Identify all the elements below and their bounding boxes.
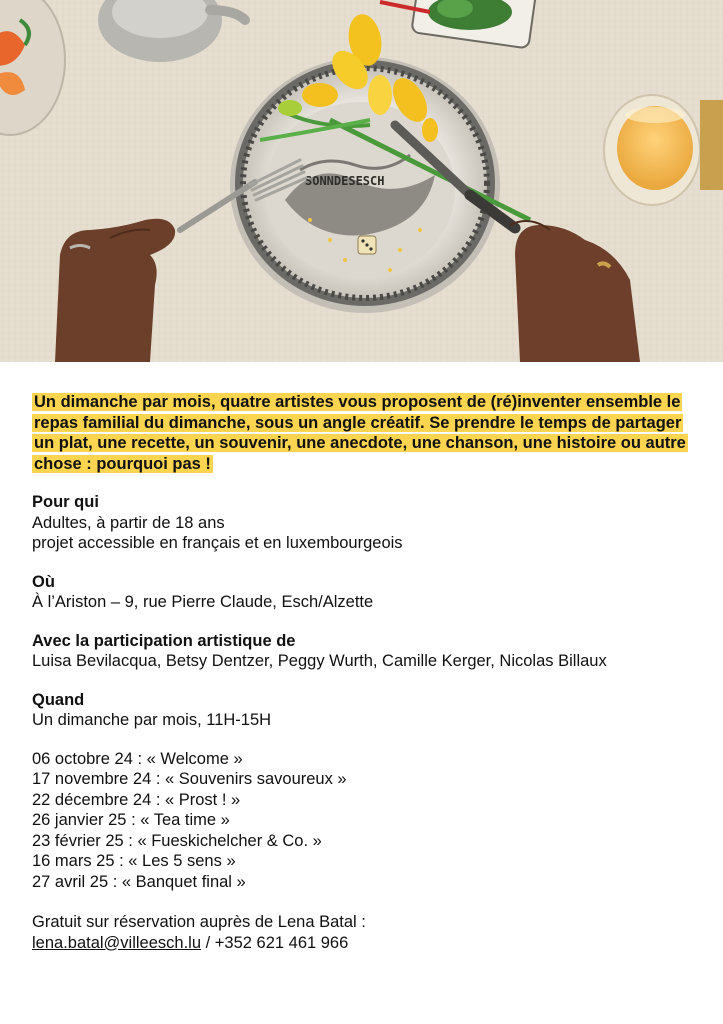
hero-photo	[0, 0, 723, 362]
date-item: 16 mars 25 : « Les 5 sens »	[32, 852, 236, 870]
section-ou	[32, 572, 692, 613]
date-item: 27 avril 25 : « Banquet final »	[32, 872, 246, 891]
heading-participation: Avec la participation artistique de	[32, 631, 296, 650]
plate-letters: SONNDESESCH	[305, 174, 385, 188]
heading-quand: Quand	[32, 690, 85, 709]
audience-age: Adultes, à partir de 18 ans	[32, 513, 225, 532]
date-item: 06 octobre 24 : « Welcome »	[32, 749, 243, 768]
audience-language: projet accessible en français et en luxembourgeois	[32, 534, 403, 552]
section-quand	[32, 690, 692, 731]
juice-glass	[604, 95, 700, 205]
contact-separator: /	[201, 933, 215, 952]
section-participation	[32, 631, 692, 672]
contact-info	[32, 912, 692, 953]
heading-pour-qui: Pour qui	[32, 493, 99, 511]
heading-ou: Où	[32, 572, 55, 591]
date-item: 22 décembre 24 : « Prost ! »	[32, 790, 241, 809]
phone-number: +352 621 461 966	[214, 933, 349, 952]
dates-list	[32, 749, 692, 893]
reservation-text: Gratuit sur réservation auprès de Lena Batal :	[32, 913, 366, 931]
intro-text: Un dimanche par mois, quatre artistes vous proposent de (ré)inventer ensemble le repas familial du dimanche, sous un angle créatif. Se prendre le temps de partager un plat, une recette, un souvenir, une anecdote, une chanson, une histoire ou autre chose : pourquoi pas !	[34, 393, 686, 473]
table-scene-illustration	[0, 0, 723, 362]
schedule-summary: Un dimanche par mois, 11H-15H	[32, 711, 272, 729]
book-edge	[700, 100, 723, 190]
email-link[interactable]: lena.batal@villeesch.lu	[32, 933, 202, 952]
event-details	[32, 392, 692, 953]
contact-line	[32, 933, 692, 954]
date-item: 17 novembre 24 : « Souvenirs savoureux »	[32, 770, 347, 788]
date-item: 23 février 25 : « Fueskichelcher & Co. »	[32, 831, 322, 850]
date-item: 26 janvier 25 : « Tea time »	[32, 811, 230, 829]
venue-address: À l’Ariston – 9, rue Pierre Claude, Esch/Alzette	[32, 593, 374, 611]
section-pour-qui	[32, 492, 692, 554]
artists-list: Luisa Bevilacqua, Betsy Dentzer, Peggy Wurth, Camille Kerger, Nicolas Billaux	[32, 652, 607, 670]
